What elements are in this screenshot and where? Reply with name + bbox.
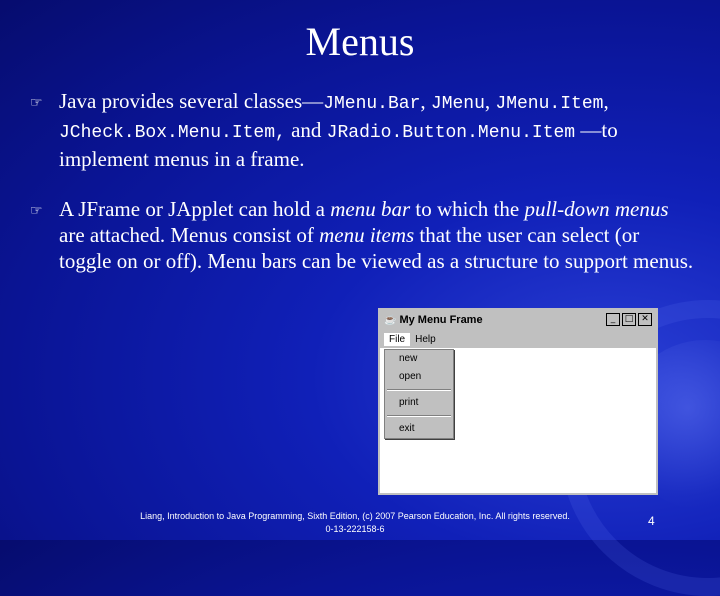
window-controls bbox=[606, 313, 652, 326]
minimize-button[interactable]: _ bbox=[606, 313, 620, 326]
bullet-1-segment: and bbox=[285, 118, 327, 142]
bullet-2-segment: to which the bbox=[410, 197, 525, 221]
menu-help[interactable]: Help bbox=[415, 333, 436, 345]
bullet-1-text bbox=[59, 88, 695, 172]
menu-separator bbox=[387, 415, 451, 417]
page-number: 4 bbox=[648, 514, 655, 528]
bullet-2-text bbox=[59, 196, 695, 274]
bullet-1-segment: JMenu.Bar bbox=[323, 94, 421, 114]
bullet-1-segment: , bbox=[420, 89, 431, 113]
window-titlebar[interactable] bbox=[380, 310, 656, 330]
close-button[interactable]: ✕ bbox=[638, 313, 652, 326]
bullet-1-segment: JMenu.Item bbox=[495, 94, 604, 114]
menu-bar bbox=[380, 330, 656, 348]
bullet-2-segment: menu bar bbox=[330, 197, 411, 221]
menu-frame-window bbox=[378, 308, 658, 495]
menu-file[interactable]: File bbox=[384, 333, 410, 346]
bullet-1-segment: , bbox=[484, 89, 496, 113]
menu-item-open[interactable]: open bbox=[399, 371, 422, 382]
bullet-1-segment: —to implement menus in a frame. bbox=[59, 118, 618, 171]
bullet-1-segment: JCheck.Box.Menu.Item, bbox=[59, 123, 286, 143]
bullet-2-segment: pull-down menus bbox=[524, 197, 669, 221]
bullet-1-segment: , bbox=[603, 89, 609, 113]
bullet-2-segment: menu items bbox=[319, 223, 415, 247]
menu-item-new[interactable]: new bbox=[399, 353, 418, 364]
bullet-2 bbox=[30, 196, 695, 274]
bullet-2-segment: that the user can select (or toggle on or off). Menu bars can be viewed as a structure to support menus. bbox=[59, 223, 694, 273]
bullet-2-segment: A JFrame or JApplet can hold a bbox=[59, 197, 331, 221]
bullet-1-segment: JRadio.Button.Menu.Item bbox=[326, 123, 576, 143]
bullet-1 bbox=[30, 88, 695, 172]
bullet-1-segment: JMenu bbox=[430, 94, 485, 114]
bullet-2-segment: are attached. Menus consist of bbox=[59, 223, 320, 247]
slide-title: Menus bbox=[305, 19, 415, 64]
footer-citation: Liang, Introduction to Java Programming, Sixth Edition, (c) 2007 Pearson Education, Inc. All rights reserved. 0-13-222158-6 bbox=[140, 511, 570, 534]
menu-separator bbox=[387, 389, 451, 391]
java-cup-icon: ☕ bbox=[384, 314, 397, 326]
pointing-hand-icon: ☞ bbox=[30, 95, 43, 111]
bullet-1-segment: Java provides several classes— bbox=[59, 89, 324, 113]
menu-item-exit[interactable]: exit bbox=[399, 423, 415, 434]
pointing-hand-icon: ☞ bbox=[30, 203, 43, 219]
maximize-button[interactable]: □ bbox=[622, 313, 636, 326]
menu-item-print[interactable]: print bbox=[399, 397, 419, 408]
window-title: My Menu Frame bbox=[399, 314, 483, 326]
file-dropdown bbox=[384, 349, 454, 439]
